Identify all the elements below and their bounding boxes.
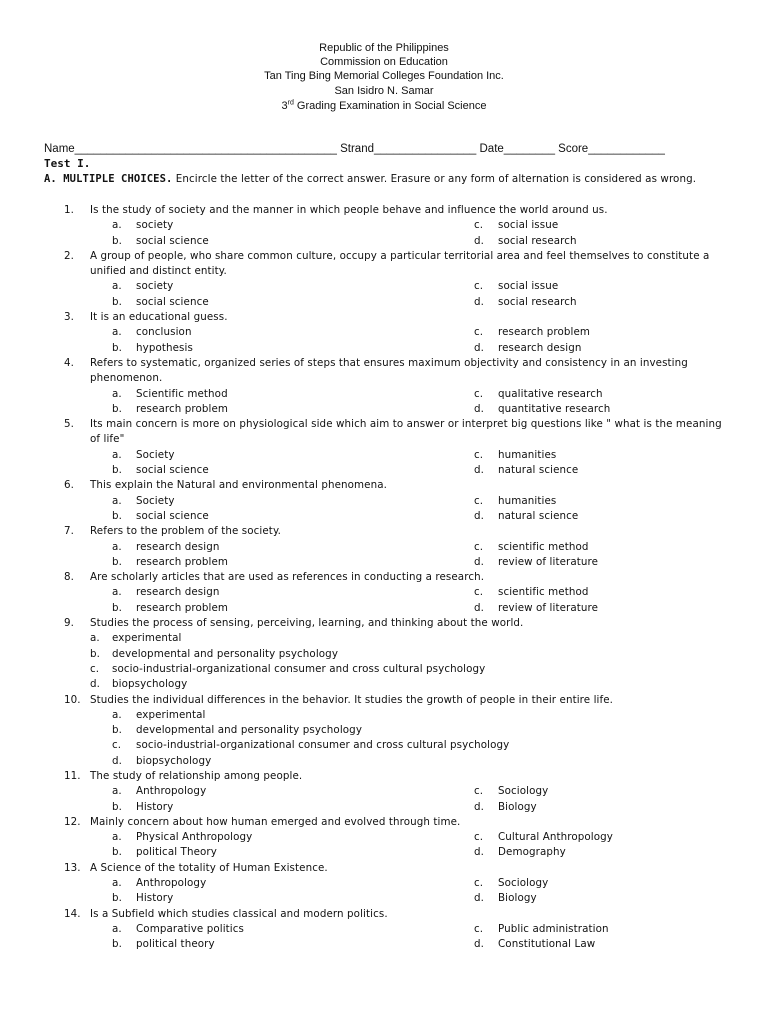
option-text: Anthropology — [136, 785, 207, 798]
option-letter: b. — [112, 601, 123, 614]
option-letter: d. — [474, 464, 485, 477]
option-text: political Theory — [136, 846, 217, 859]
option-text: political theory — [136, 938, 215, 951]
option-text: Comparative politics — [136, 922, 244, 935]
option-text: society — [136, 219, 174, 232]
option-letter: b. — [112, 724, 123, 737]
option-letter: b. — [112, 402, 123, 415]
question-item — [44, 769, 724, 784]
options-grid — [44, 830, 724, 861]
option-text: biopsychology — [136, 754, 212, 767]
option-letter: d. — [474, 601, 485, 614]
question-item — [44, 310, 724, 325]
option-letter: c. — [474, 586, 484, 599]
option-letter: c. — [474, 387, 484, 400]
option-text: Society — [136, 448, 175, 461]
question-number: 8. — [64, 571, 75, 584]
option-text: qualitative research — [498, 387, 603, 400]
option-letter: b. — [112, 464, 123, 477]
option-text: society — [136, 280, 174, 293]
option-letter: a. — [112, 387, 122, 400]
option-text: scientific method — [498, 540, 589, 553]
options-grid — [44, 325, 724, 356]
question-number: 13. — [64, 861, 81, 874]
question-item — [44, 570, 724, 585]
answer-option[interactable] — [44, 708, 724, 723]
option-text: socio-industrial-organizational consumer and cross cultural psychology — [112, 662, 486, 675]
option-letter: d. — [474, 555, 485, 568]
question-number: 3. — [64, 311, 75, 324]
question-item — [44, 693, 724, 708]
section-heading: A. MULTIPLE CHOICES. — [44, 173, 173, 185]
option-text: Sociology — [498, 877, 549, 890]
question-item — [44, 815, 724, 830]
question-number: 6. — [64, 479, 75, 492]
question-item — [44, 356, 724, 387]
option-text: social science — [136, 509, 209, 522]
answer-option[interactable] — [44, 647, 724, 662]
option-letter: c. — [474, 877, 484, 890]
option-letter: a. — [112, 831, 122, 844]
question-number: 1. — [64, 204, 75, 216]
question-text: Are scholarly articles that are used as references in conducting a research. — [90, 571, 485, 584]
option-text: Cultural Anthropology — [498, 831, 613, 844]
option-letter: c. — [474, 448, 484, 461]
question-item — [44, 249, 724, 280]
question-item — [44, 861, 724, 876]
option-letter: c. — [474, 494, 484, 507]
question-text: A group of people, who share common culture, occupy a particular territorial area and feel themselves to constitute a unified and distinct entity. — [90, 249, 710, 278]
option-letter: a. — [112, 326, 122, 339]
header-address: San Isidro N. Samar — [334, 85, 434, 97]
option-letter: c. — [474, 540, 484, 553]
option-letter: b. — [112, 938, 123, 951]
answer-option[interactable] — [44, 631, 724, 646]
option-text: social issue — [498, 280, 559, 293]
option-text: Physical Anthropology — [136, 831, 253, 844]
option-letter: a. — [90, 632, 100, 645]
option-text: review of literature — [498, 601, 599, 614]
option-letter: b. — [112, 509, 123, 522]
option-letter: d. — [112, 754, 123, 767]
option-letter: c. — [474, 831, 484, 844]
option-letter: b. — [112, 800, 123, 813]
option-text: Public administration — [498, 922, 609, 935]
question-number: 5. — [64, 418, 75, 431]
question-text: Studies the process of sensing, perceiving, learning, and thinking about the world. — [90, 617, 524, 630]
option-letter: a. — [112, 586, 122, 599]
option-text: hypothesis — [136, 341, 193, 354]
option-text: social research — [498, 295, 577, 308]
question-text: It is an educational guess. — [90, 311, 228, 324]
option-text: Scientific method — [136, 387, 228, 400]
option-letter: b. — [112, 555, 123, 568]
option-letter: c. — [474, 326, 484, 339]
option-letter: b. — [112, 341, 123, 354]
option-text: social science — [136, 464, 209, 477]
question-text: Studies the individual differences in the behavior. It studies the growth of people in their entire life. — [90, 693, 614, 706]
question-number: 4. — [64, 356, 75, 369]
question-number: 14. — [64, 907, 81, 920]
question-number: 7. — [64, 525, 75, 538]
question-text: Is a Subfield which studies classical and modern politics. — [90, 907, 388, 920]
option-letter: d. — [474, 295, 485, 308]
option-letter: d. — [474, 938, 485, 951]
question-item — [44, 478, 724, 493]
header-commission: Commission on Education — [320, 56, 448, 68]
question-item — [44, 524, 724, 539]
question-item — [44, 907, 724, 922]
question-number: 10. — [64, 693, 81, 706]
option-letter: d. — [90, 678, 101, 691]
question-text: A Science of the totality of Human Existence. — [90, 861, 328, 874]
option-letter: a. — [112, 540, 122, 553]
option-letter: d. — [474, 234, 485, 247]
question-number: 11. — [64, 769, 81, 782]
option-letter: c. — [90, 662, 100, 675]
question-text: Mainly concern about how human emerged and evolved through time. — [90, 815, 461, 828]
option-text: research design — [136, 540, 220, 553]
option-text: humanities — [498, 448, 557, 461]
question-number: 2. — [64, 249, 75, 262]
option-text: experimental — [112, 632, 182, 645]
option-letter: a. — [112, 877, 122, 890]
option-text: scientific method — [498, 586, 589, 599]
options-grid — [44, 494, 724, 525]
test-title: Test I. — [44, 157, 91, 170]
option-text: experimental — [136, 708, 206, 721]
option-letter: c. — [112, 739, 122, 752]
option-text: developmental and personality psychology — [136, 724, 363, 737]
option-letter: c. — [474, 922, 484, 935]
option-text: History — [136, 892, 174, 905]
option-text: review of literature — [498, 555, 599, 568]
header-school: Tan Ting Bing Memorial Colleges Foundation Inc. — [264, 70, 504, 82]
option-text: research problem — [136, 601, 229, 614]
question-list — [44, 203, 724, 953]
options-grid — [44, 540, 724, 571]
options-grid — [44, 448, 724, 479]
question-text: Its main concern is more on physiological side which aim to answer or interpret big questions like " what is the meaning of life" — [90, 418, 722, 446]
answer-option[interactable] — [44, 677, 724, 692]
question-text: This explain the Natural and environmental phenomena. — [90, 479, 388, 492]
option-letter: d. — [474, 892, 485, 905]
option-text: quantitative research — [498, 402, 611, 415]
header-republic: Republic of the Philippines — [319, 42, 449, 54]
option-letter: b. — [112, 295, 123, 308]
answer-option[interactable] — [44, 723, 724, 738]
option-text: research problem — [498, 326, 591, 339]
question-text: Refers to the problem of the society. — [90, 525, 282, 538]
header-exam-title: 3rd Grading Examination in Social Science — [281, 99, 487, 112]
option-text: Society — [136, 494, 175, 507]
options-grid — [44, 876, 724, 907]
option-text: Biology — [498, 892, 537, 905]
option-text: social science — [136, 234, 209, 247]
option-letter: c. — [474, 280, 484, 293]
option-text: biopsychology — [112, 678, 188, 691]
option-text: natural science — [498, 464, 579, 477]
option-text: Demography — [498, 846, 566, 859]
option-text: Sociology — [498, 785, 549, 798]
question-item — [44, 417, 724, 448]
option-text: social research — [498, 234, 577, 247]
option-letter: d. — [474, 846, 485, 859]
option-letter: a. — [112, 280, 122, 293]
option-text: natural science — [498, 509, 579, 522]
student-info-line: Name_________________________________________ Strand________________ Date________ Score____________ — [44, 143, 665, 155]
option-letter: b. — [112, 892, 123, 905]
option-letter: d. — [474, 509, 485, 522]
option-text: social issue — [498, 219, 559, 232]
option-text: research design — [136, 586, 220, 599]
option-letter: a. — [112, 708, 122, 721]
option-text: social science — [136, 295, 209, 308]
option-letter: d. — [474, 402, 485, 415]
option-text: research problem — [136, 402, 229, 415]
answer-option[interactable] — [44, 754, 724, 769]
option-letter: a. — [112, 922, 122, 935]
answer-option[interactable] — [44, 738, 724, 753]
option-letter: c. — [474, 785, 484, 798]
question-number: 12. — [64, 815, 81, 828]
option-text: humanities — [498, 494, 557, 507]
instructions — [44, 172, 724, 187]
question-item — [44, 203, 724, 218]
question-text: The study of relationship among people. — [90, 769, 303, 782]
options-grid — [44, 922, 724, 953]
option-text: research design — [498, 341, 582, 354]
option-letter: d. — [474, 800, 485, 813]
option-text: socio-industrial-organizational consumer and cross cultural psychology — [136, 739, 510, 752]
option-text: Anthropology — [136, 877, 207, 890]
option-text: History — [136, 800, 174, 813]
option-letter: a. — [112, 448, 122, 461]
question-item — [44, 616, 724, 631]
option-text: developmental and personality psychology — [112, 647, 339, 660]
option-text: conclusion — [136, 326, 192, 339]
options-grid — [44, 387, 724, 418]
question-number: 9. — [64, 617, 75, 630]
options-grid — [44, 279, 724, 310]
option-letter: a. — [112, 494, 122, 507]
options-grid — [44, 585, 724, 616]
instructions-text: Encircle the letter of the correct answer. Erasure or any form of alternation is considered as wrong. — [172, 173, 697, 185]
options-grid — [44, 784, 724, 815]
answer-option[interactable] — [44, 662, 724, 677]
option-letter: a. — [112, 219, 122, 232]
option-letter: d. — [474, 341, 485, 354]
question-text: Refers to systematic, organized series of steps that ensures maximum objectivity and consistency in an investing phenomenon. — [90, 356, 688, 385]
option-letter: a. — [112, 785, 122, 798]
option-letter: b. — [112, 846, 123, 859]
option-text: research problem — [136, 555, 229, 568]
question-text: Is the study of society and the manner in which people behave and influence the world around us. — [90, 204, 608, 216]
option-letter: b. — [112, 234, 123, 247]
options-grid — [44, 218, 724, 249]
option-text: Constitutional Law — [498, 938, 596, 951]
option-text: Biology — [498, 800, 537, 813]
option-letter: c. — [474, 219, 484, 232]
option-letter: b. — [90, 647, 101, 660]
